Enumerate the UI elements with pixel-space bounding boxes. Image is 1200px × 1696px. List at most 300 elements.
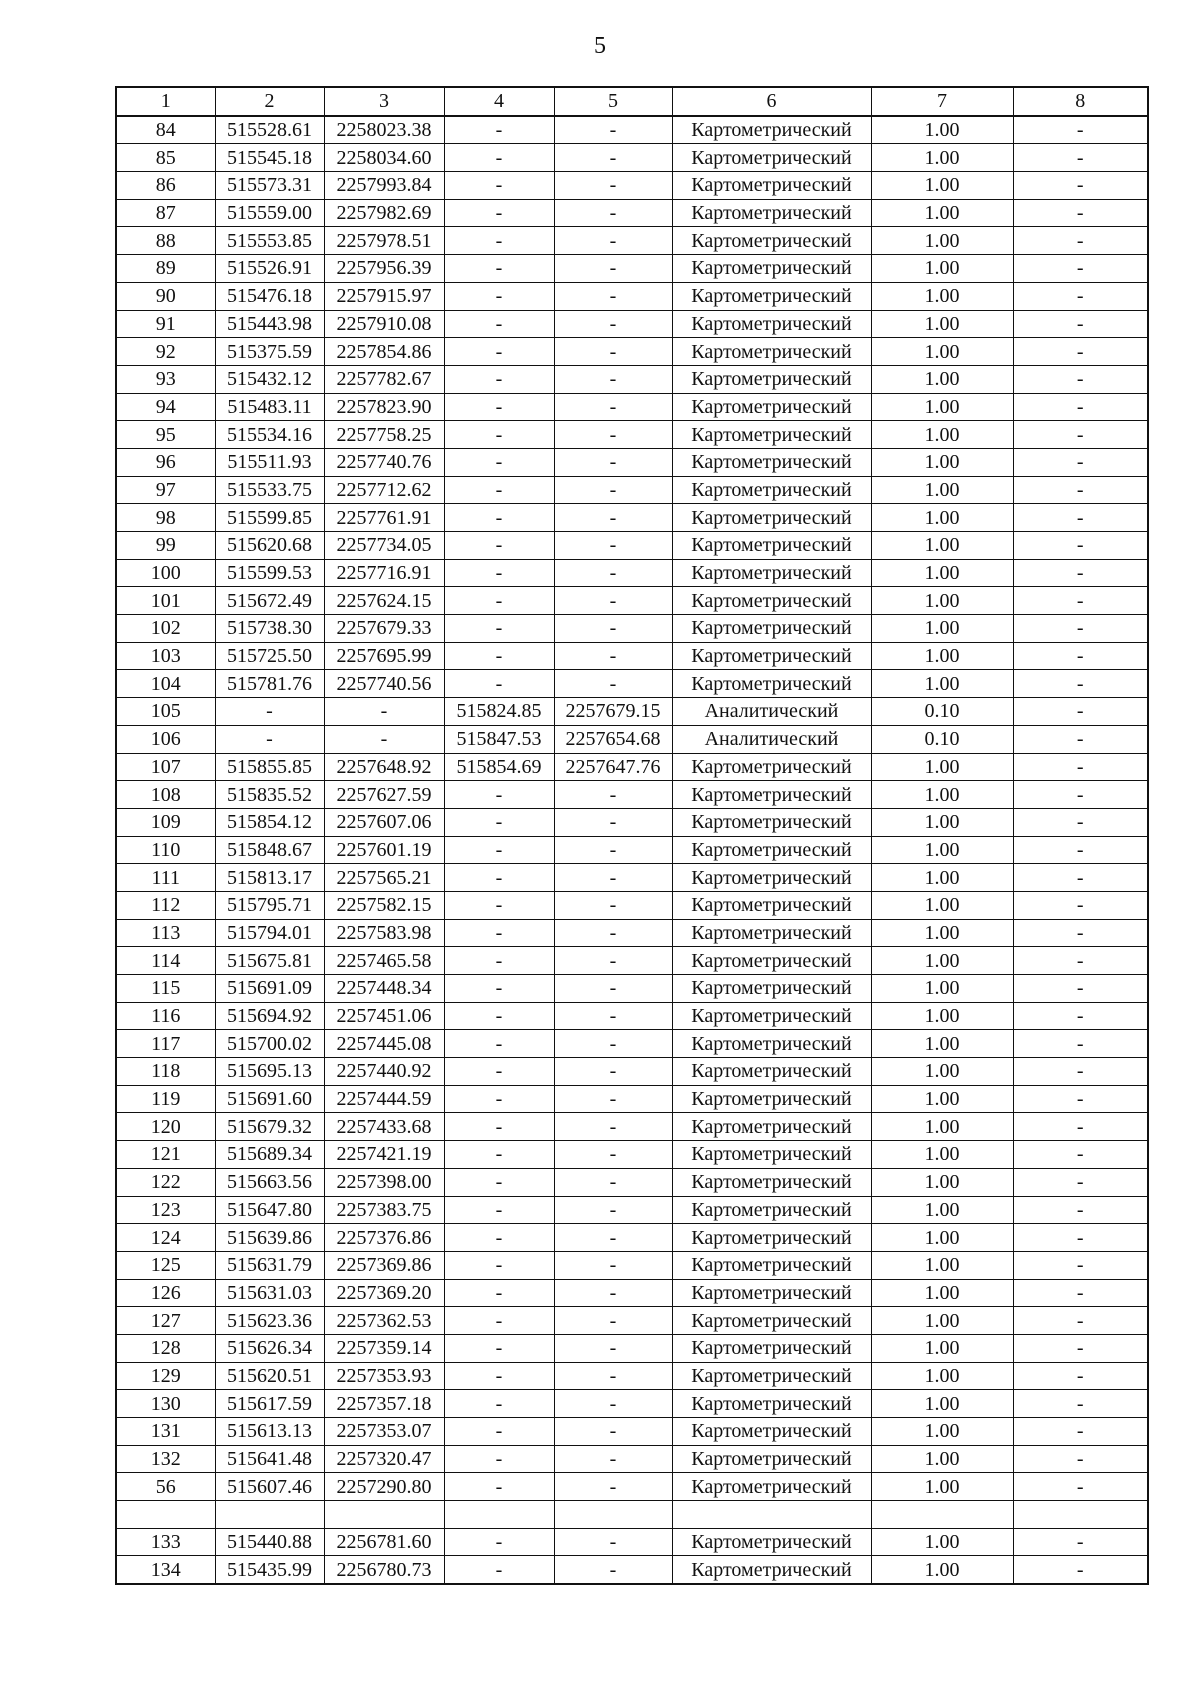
y-new-cell: - [554,615,672,643]
y-new-cell: - [554,1528,672,1556]
x-new-cell: - [444,116,554,144]
x-new-cell: - [444,1279,554,1307]
table-row [116,1224,1148,1252]
point-number-cell: 103 [116,642,215,670]
note-cell: - [1013,504,1148,532]
y-new-cell: - [554,559,672,587]
x-coordinate-cell: 515794.01 [215,919,324,947]
point-number-cell: 88 [116,227,215,255]
y-coordinate-cell: 2257854.86 [324,338,444,366]
method-cell: Картометрический [672,1002,871,1030]
y-coordinate-cell: - [324,698,444,726]
table-body [116,116,1148,1584]
precision-cell [871,1501,1013,1529]
precision-cell: 1.00 [871,670,1013,698]
y-new-cell: - [554,670,672,698]
table-row [116,725,1148,753]
x-coordinate-cell: 515573.31 [215,172,324,200]
y-new-cell: - [554,1307,672,1335]
table-row [116,144,1148,172]
note-cell: - [1013,1390,1148,1418]
y-coordinate-cell: 2257465.58 [324,947,444,975]
precision-cell: 1.00 [871,864,1013,892]
x-coordinate-cell: 515663.56 [215,1168,324,1196]
note-cell: - [1013,365,1148,393]
x-new-cell: - [444,1002,554,1030]
precision-cell: 1.00 [871,1418,1013,1446]
x-coordinate-cell: 515855.85 [215,753,324,781]
precision-cell: 0.10 [871,698,1013,726]
column-header: 1 [116,87,215,116]
method-cell: Картометрический [672,1473,871,1501]
y-coordinate-cell: 2257445.08 [324,1030,444,1058]
x-coordinate-cell [215,1501,324,1529]
table-row [116,1196,1148,1224]
x-coordinate-cell: 515781.76 [215,670,324,698]
point-number-cell: 102 [116,615,215,643]
table-row [116,670,1148,698]
x-new-cell: - [444,310,554,338]
precision-cell: 1.00 [871,1085,1013,1113]
y-new-cell: - [554,864,672,892]
note-cell: - [1013,1445,1148,1473]
y-new-cell: - [554,365,672,393]
table-row [116,1141,1148,1169]
method-cell: Картометрический [672,116,871,144]
method-cell: Картометрический [672,448,871,476]
method-cell: Картометрический [672,1251,871,1279]
point-number-cell: 86 [116,172,215,200]
point-number-cell: 123 [116,1196,215,1224]
y-new-cell: - [554,255,672,283]
y-new-cell: - [554,1085,672,1113]
x-coordinate-cell: 515440.88 [215,1528,324,1556]
y-new-cell: - [554,891,672,919]
y-coordinate-cell: 2256780.73 [324,1556,444,1584]
table-row [116,1058,1148,1086]
method-cell: Картометрический [672,172,871,200]
method-cell: Картометрический [672,1141,871,1169]
note-cell: - [1013,1307,1148,1335]
note-cell: - [1013,1002,1148,1030]
note-cell: - [1013,1168,1148,1196]
x-new-cell [444,1501,554,1529]
method-cell: Картометрический [672,891,871,919]
note-cell: - [1013,199,1148,227]
point-number-cell: 96 [116,448,215,476]
y-coordinate-cell: 2257910.08 [324,310,444,338]
x-coordinate-cell: 515613.13 [215,1418,324,1446]
note-cell: - [1013,172,1148,200]
x-new-cell: - [444,393,554,421]
x-new-cell: - [444,864,554,892]
point-number-cell: 116 [116,1002,215,1030]
note-cell: - [1013,255,1148,283]
point-number-cell: 91 [116,310,215,338]
precision-cell: 1.00 [871,421,1013,449]
precision-cell: 1.00 [871,1473,1013,1501]
precision-cell: 1.00 [871,781,1013,809]
precision-cell: 1.00 [871,1168,1013,1196]
precision-cell: 1.00 [871,1362,1013,1390]
point-number-cell: 100 [116,559,215,587]
x-new-cell: - [444,227,554,255]
point-number-cell: 106 [116,725,215,753]
y-coordinate-cell: 2257627.59 [324,781,444,809]
note-cell: - [1013,1224,1148,1252]
x-coordinate-cell: 515528.61 [215,116,324,144]
precision-cell: 1.00 [871,310,1013,338]
table-row [116,975,1148,1003]
point-number-cell: 112 [116,891,215,919]
y-coordinate-cell [324,1501,444,1529]
precision-cell: 1.00 [871,1224,1013,1252]
method-cell: Картометрический [672,1058,871,1086]
table-row [116,310,1148,338]
x-new-cell: - [444,615,554,643]
x-new-cell: - [444,1390,554,1418]
x-new-cell: - [444,365,554,393]
x-coordinate-cell: 515599.53 [215,559,324,587]
note-cell: - [1013,116,1148,144]
point-number-cell: 95 [116,421,215,449]
y-coordinate-cell: 2257712.62 [324,476,444,504]
point-number-cell: 56 [116,1473,215,1501]
note-cell: - [1013,919,1148,947]
point-number-cell: 118 [116,1058,215,1086]
x-coordinate-cell: 515695.13 [215,1058,324,1086]
method-cell: Картометрический [672,836,871,864]
precision-cell: 0.10 [871,725,1013,753]
note-cell: - [1013,559,1148,587]
y-coordinate-cell: 2256781.60 [324,1528,444,1556]
y-coordinate-cell: 2257734.05 [324,532,444,560]
column-header: 6 [672,87,871,116]
y-new-cell: - [554,532,672,560]
y-coordinate-cell: 2257978.51 [324,227,444,255]
y-coordinate-cell: 2257448.34 [324,975,444,1003]
note-cell: - [1013,725,1148,753]
point-number-cell: 120 [116,1113,215,1141]
column-header: 5 [554,87,672,116]
y-coordinate-cell: 2257601.19 [324,836,444,864]
method-cell: Картометрический [672,144,871,172]
method-cell: Картометрический [672,1307,871,1335]
precision-cell: 1.00 [871,615,1013,643]
method-cell: Картометрический [672,1390,871,1418]
note-cell: - [1013,1418,1148,1446]
note-cell: - [1013,1362,1148,1390]
precision-cell: 1.00 [871,975,1013,1003]
x-coordinate-cell: 515435.99 [215,1556,324,1584]
precision-cell: 1.00 [871,1141,1013,1169]
x-coordinate-cell: 515631.03 [215,1279,324,1307]
column-header: 3 [324,87,444,116]
y-coordinate-cell: 2257607.06 [324,808,444,836]
y-coordinate-cell: 2257421.19 [324,1141,444,1169]
x-new-cell: - [444,1362,554,1390]
method-cell: Картометрический [672,282,871,310]
precision-cell: 1.00 [871,255,1013,283]
y-new-cell: 2257647.76 [554,753,672,781]
y-coordinate-cell: 2257758.25 [324,421,444,449]
x-coordinate-cell: 515691.09 [215,975,324,1003]
method-cell: Картометрический [672,670,871,698]
method-cell [672,1501,871,1529]
point-number-cell: 113 [116,919,215,947]
x-coordinate-cell: 515375.59 [215,338,324,366]
table-row [116,781,1148,809]
point-number-cell: 87 [116,199,215,227]
precision-cell: 1.00 [871,1251,1013,1279]
x-coordinate-cell: 515511.93 [215,448,324,476]
x-coordinate-cell: 515432.12 [215,365,324,393]
point-number-cell: 104 [116,670,215,698]
method-cell: Картометрический [672,587,871,615]
y-coordinate-cell: 2257565.21 [324,864,444,892]
method-cell: Картометрический [672,1196,871,1224]
method-cell: Картометрический [672,1168,871,1196]
method-cell: Картометрический [672,975,871,1003]
y-new-cell: - [554,1251,672,1279]
y-coordinate-cell: 2257582.15 [324,891,444,919]
note-cell: - [1013,781,1148,809]
method-cell: Картометрический [672,919,871,947]
note-cell: - [1013,1528,1148,1556]
column-header: 4 [444,87,554,116]
y-new-cell: - [554,116,672,144]
method-cell: Картометрический [672,781,871,809]
x-coordinate-cell: 515476.18 [215,282,324,310]
x-new-cell: 515847.53 [444,725,554,753]
note-cell: - [1013,670,1148,698]
x-new-cell: - [444,1224,554,1252]
y-new-cell: - [554,836,672,864]
method-cell: Картометрический [672,338,871,366]
x-new-cell: - [444,1251,554,1279]
method-cell: Картометрический [672,1362,871,1390]
table-row [116,255,1148,283]
x-coordinate-cell: 515672.49 [215,587,324,615]
y-coordinate-cell: 2258023.38 [324,116,444,144]
x-coordinate-cell: 515607.46 [215,1473,324,1501]
x-new-cell: - [444,1196,554,1224]
note-cell: - [1013,338,1148,366]
precision-cell: 1.00 [871,836,1013,864]
y-coordinate-cell: 2257353.93 [324,1362,444,1390]
table-row [116,199,1148,227]
note-cell: - [1013,1085,1148,1113]
point-number-cell: 122 [116,1168,215,1196]
x-new-cell: - [444,1307,554,1335]
precision-cell: 1.00 [871,1058,1013,1086]
note-cell: - [1013,891,1148,919]
point-number-cell: 114 [116,947,215,975]
precision-cell: 1.00 [871,476,1013,504]
y-new-cell: - [554,1390,672,1418]
precision-cell: 1.00 [871,642,1013,670]
y-coordinate-cell: 2257440.92 [324,1058,444,1086]
point-number-cell: 101 [116,587,215,615]
point-number-cell: 92 [116,338,215,366]
y-new-cell: - [554,144,672,172]
y-coordinate-cell: 2257444.59 [324,1085,444,1113]
table-row [116,532,1148,560]
point-number-cell: 132 [116,1445,215,1473]
method-cell: Картометрический [672,1279,871,1307]
x-coordinate-cell: - [215,698,324,726]
point-number-cell: 133 [116,1528,215,1556]
y-coordinate-cell: 2257398.00 [324,1168,444,1196]
y-new-cell: - [554,1196,672,1224]
x-coordinate-cell: 515854.12 [215,808,324,836]
y-coordinate-cell: 2257982.69 [324,199,444,227]
precision-cell: 1.00 [871,1196,1013,1224]
table-row [116,947,1148,975]
table-row [116,504,1148,532]
point-number-cell: 131 [116,1418,215,1446]
x-new-cell: - [444,172,554,200]
method-cell: Картометрический [672,1224,871,1252]
table-row [116,227,1148,255]
y-coordinate-cell: 2258034.60 [324,144,444,172]
note-cell: - [1013,1556,1148,1584]
note-cell: - [1013,615,1148,643]
table-row [116,836,1148,864]
x-new-cell: - [444,144,554,172]
note-cell: - [1013,698,1148,726]
table-row [116,1279,1148,1307]
table-row [116,1113,1148,1141]
table-row [116,587,1148,615]
method-cell: Картометрический [672,615,871,643]
column-header: 2 [215,87,324,116]
y-coordinate-cell: 2257362.53 [324,1307,444,1335]
x-coordinate-cell: 515617.59 [215,1390,324,1418]
header-row [116,87,1148,116]
note-cell: - [1013,1030,1148,1058]
y-coordinate-cell: 2257956.39 [324,255,444,283]
x-coordinate-cell: 515623.36 [215,1307,324,1335]
x-coordinate-cell: 515691.60 [215,1085,324,1113]
y-coordinate-cell: 2257451.06 [324,1002,444,1030]
table-row [116,642,1148,670]
precision-cell: 1.00 [871,559,1013,587]
y-new-cell [554,1501,672,1529]
point-number-cell: 99 [116,532,215,560]
precision-cell: 1.00 [871,947,1013,975]
method-cell: Картометрический [672,255,871,283]
x-new-cell: - [444,642,554,670]
method-cell: Картометрический [672,532,871,560]
method-cell: Картометрический [672,421,871,449]
precision-cell: 1.00 [871,532,1013,560]
point-number-cell: 108 [116,781,215,809]
x-coordinate-cell: 515679.32 [215,1113,324,1141]
table-row [116,1030,1148,1058]
x-coordinate-cell: 515647.80 [215,1196,324,1224]
x-coordinate-cell: 515639.86 [215,1224,324,1252]
y-coordinate-cell: 2257740.76 [324,448,444,476]
y-coordinate-cell: 2257695.99 [324,642,444,670]
point-number-cell: 97 [116,476,215,504]
y-coordinate-cell: 2257993.84 [324,172,444,200]
precision-cell: 1.00 [871,1390,1013,1418]
note-cell [1013,1501,1148,1529]
y-new-cell: - [554,919,672,947]
precision-cell: 1.00 [871,1030,1013,1058]
precision-cell: 1.00 [871,393,1013,421]
point-number-cell: 110 [116,836,215,864]
x-new-cell: - [444,282,554,310]
x-new-cell: - [444,532,554,560]
x-coordinate-cell: 515738.30 [215,615,324,643]
note-cell: - [1013,282,1148,310]
precision-cell: 1.00 [871,753,1013,781]
x-new-cell: - [444,1445,554,1473]
x-coordinate-cell: 515533.75 [215,476,324,504]
x-new-cell: - [444,1085,554,1113]
method-cell: Картометрический [672,1334,871,1362]
precision-cell: 1.00 [871,919,1013,947]
precision-cell: 1.00 [871,1334,1013,1362]
y-new-cell: - [554,448,672,476]
x-coordinate-cell: 515725.50 [215,642,324,670]
method-cell: Картометрический [672,199,871,227]
y-new-cell: - [554,199,672,227]
method-cell: Картометрический [672,947,871,975]
table-row [116,338,1148,366]
x-new-cell: - [444,1334,554,1362]
x-new-cell: - [444,338,554,366]
precision-cell: 1.00 [871,199,1013,227]
x-coordinate-cell: - [215,725,324,753]
method-cell: Картометрический [672,365,871,393]
x-new-cell: - [444,781,554,809]
note-cell: - [1013,421,1148,449]
x-coordinate-cell: 515848.67 [215,836,324,864]
note-cell: - [1013,975,1148,1003]
note-cell: - [1013,1141,1148,1169]
y-new-cell: - [554,1168,672,1196]
point-number-cell: 127 [116,1307,215,1335]
x-coordinate-cell: 515526.91 [215,255,324,283]
x-coordinate-cell: 515599.85 [215,504,324,532]
table-row [116,1445,1148,1473]
note-cell: - [1013,476,1148,504]
x-coordinate-cell: 515553.85 [215,227,324,255]
precision-cell: 1.00 [871,1445,1013,1473]
x-new-cell: - [444,1168,554,1196]
point-number-cell: 94 [116,393,215,421]
y-new-cell: - [554,476,672,504]
y-coordinate-cell: 2257624.15 [324,587,444,615]
table-row [116,1556,1148,1584]
x-new-cell: - [444,1030,554,1058]
y-new-cell: - [554,1113,672,1141]
table-row [116,1085,1148,1113]
y-new-cell: - [554,282,672,310]
table-row [116,172,1148,200]
point-number-cell: 130 [116,1390,215,1418]
note-cell: - [1013,393,1148,421]
table-row [116,1528,1148,1556]
precision-cell: 1.00 [871,144,1013,172]
point-number-cell: 124 [116,1224,215,1252]
y-coordinate-cell: 2257583.98 [324,919,444,947]
y-new-cell: - [554,975,672,1003]
note-cell: - [1013,1113,1148,1141]
